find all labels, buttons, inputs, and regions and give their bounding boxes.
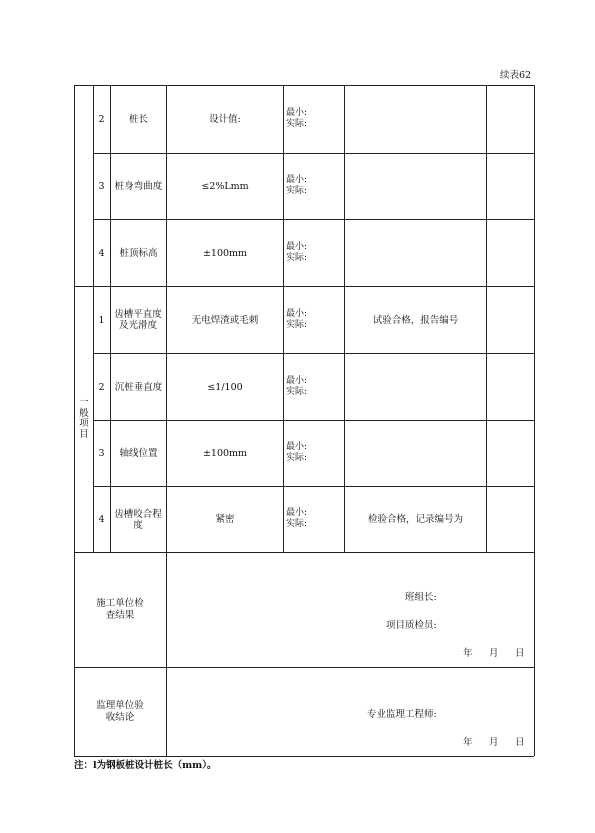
item-name: 轴线位置: [119, 448, 158, 459]
spec-value: ±100mm: [202, 448, 248, 459]
construction-unit-label: 施工单位检查结果: [96, 598, 144, 621]
spec-value: 设计值:: [209, 114, 241, 125]
row-number: 2: [98, 114, 105, 125]
team-leader-label: 班组长:: [405, 592, 437, 603]
row-number: 2: [98, 381, 105, 393]
item-name: 齿槽平直度及光滑度: [114, 309, 162, 331]
item-name: 桩长: [128, 114, 148, 125]
row-number: 4: [98, 514, 105, 525]
footnote: 注：l为钢板桩设计桩长（mm）。: [74, 760, 217, 771]
row-number: 3: [98, 181, 105, 192]
supervision-date: 年 月 日: [463, 737, 525, 748]
quality-inspector-label: 项目质检员:: [386, 620, 437, 631]
check-result: 检验合格，记录编号为: [367, 514, 463, 525]
supervision-engineer-label: 专业监理工程师:: [367, 709, 437, 720]
check-result: [345, 421, 486, 486]
min-actual-labels: 最小: 实际:: [286, 242, 308, 263]
check-result: [345, 154, 486, 219]
construction-date: 年 月 日: [463, 648, 525, 659]
min-actual-labels: 最小: 实际:: [286, 175, 308, 196]
item-name: 齿槽咬合程度: [114, 508, 162, 531]
spec-value: 紧密: [215, 514, 235, 525]
check-result: [345, 86, 486, 153]
row-number: 4: [98, 247, 105, 259]
spec-value: ≤2%Lmm: [201, 181, 249, 192]
check-result: [345, 220, 486, 286]
group-label-general-items: 一般项目: [79, 397, 89, 440]
item-name: 桩顶标高: [119, 247, 158, 259]
continued-table-label: 续表62: [500, 70, 532, 81]
min-actual-labels: 最小: 实际:: [286, 108, 308, 129]
check-result: 试验合格，报告编号: [372, 314, 459, 326]
spec-value: ≤1/100: [207, 381, 243, 393]
item-name: 桩身弯曲度: [114, 181, 163, 192]
spec-value: 无电焊渣或毛刺: [191, 314, 259, 326]
row-number: 3: [98, 448, 105, 459]
min-actual-labels: 最小: 实际:: [286, 508, 308, 529]
check-result: [345, 354, 486, 420]
spec-value: ±100mm: [202, 247, 248, 259]
row-number: 1: [98, 314, 105, 326]
min-actual-labels: 最小: 实际:: [286, 442, 308, 463]
min-actual-labels: 最小: 实际:: [286, 376, 308, 397]
min-actual-labels: 最小: 实际:: [286, 309, 308, 330]
item-name: 沉桩垂直度: [114, 381, 163, 393]
supervision-unit-label: 监理单位验收结论: [96, 700, 144, 723]
